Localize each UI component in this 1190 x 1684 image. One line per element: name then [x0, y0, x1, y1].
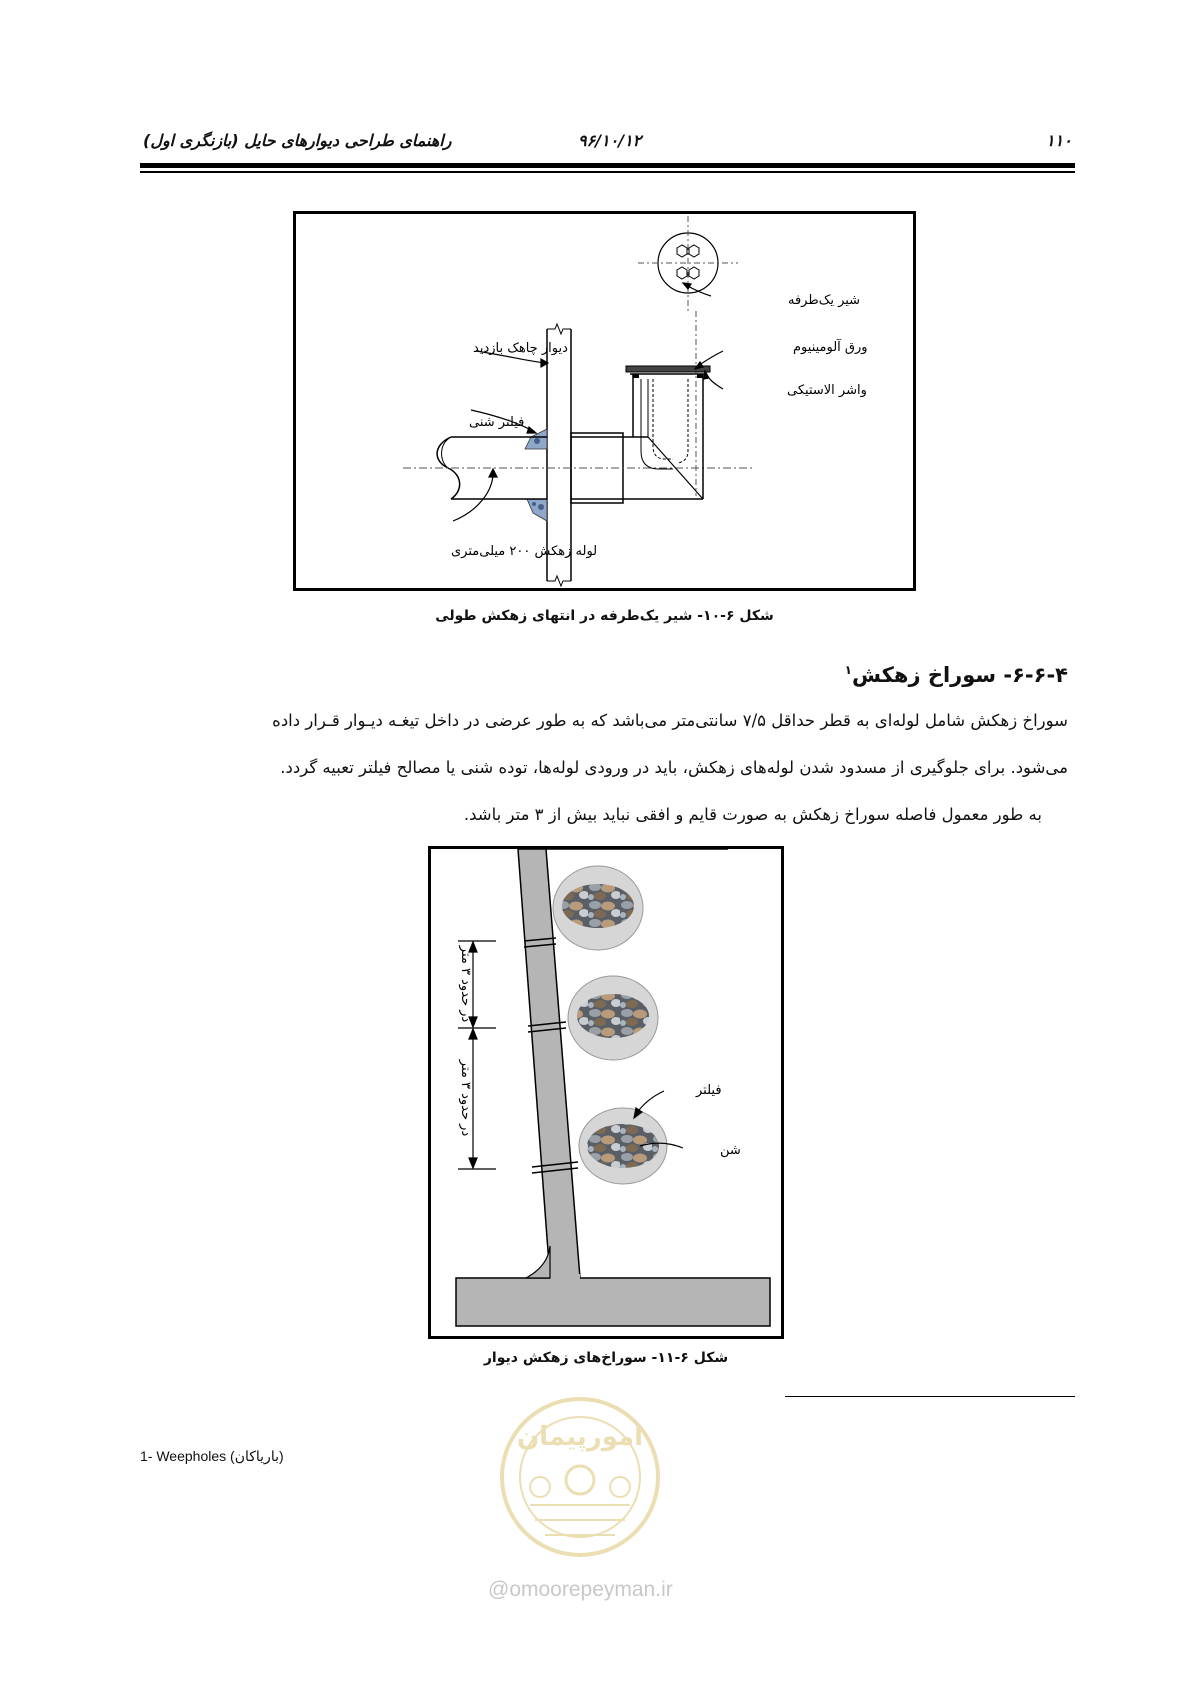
watermark-logo-text: امورپیمان [516, 1422, 644, 1452]
page-number: ۱۱۰ [1046, 131, 1072, 150]
valve-body [623, 366, 710, 499]
figure-10-caption: شکل ۶-۱۰- شیر یک‌طرفه در انتهای زهکش طولی [435, 608, 774, 624]
gravel-filter [525, 429, 547, 521]
label-spacing-upper: در حدود ۳ متر [458, 945, 473, 1023]
header-rule-thin [140, 171, 1075, 173]
figure-10-diagram [293, 211, 916, 591]
label-spacing-lower: در حدود ۳ متر [458, 1059, 473, 1137]
label-rubber-washer: واشر الاستیکی [787, 383, 867, 398]
section-title [845, 663, 1068, 687]
footnote-text: 1- Weepholes (باریاکان) [140, 1448, 284, 1464]
header-rule-thick [140, 163, 1075, 168]
header-title: راهنمای طراحی دیوارهای حایل (بازنگری اول) [143, 131, 452, 150]
watermark-url-text: omoorepeyman.ir [509, 1578, 673, 1601]
footnote-rule [785, 1396, 1075, 1397]
gravel-pack-upper [553, 866, 643, 950]
label-aluminum-sheet: ورق آلومینیوم [793, 340, 868, 355]
watermark-url [488, 1578, 673, 1602]
footnote-marker: ۱ [844, 663, 852, 677]
figure-11-caption: شکل ۶-۱۱- سوراخ‌های زهکش دیوار [483, 1350, 729, 1366]
valve-front-view [638, 216, 738, 311]
label-one-way-valve: شیر یک‌طرفه [788, 293, 861, 308]
label-filter: فیلتر [696, 1083, 722, 1098]
paragraph-line-3: به طور معمول فاصله سوراخ زهکش به صورت قایم و افقی نباید بیش از ۳ متر باشد. [463, 805, 1042, 824]
gravel-pack-middle [568, 976, 658, 1060]
watermark-at-icon: @ [488, 1578, 510, 1601]
drain-pipe [403, 433, 753, 503]
paragraph-line-1: سوراخ زهکش شامل لوله‌ای به قطر حداقل ۷/۵ سانتی‌متر می‌باشد که به طور عرضی در داخل تیغـه دیـوار قـرار داده [272, 711, 1068, 730]
label-gravel-filter: فیلتر شنی [469, 415, 525, 430]
section-title-text: ۶-۶-۴- سوراخ زهکش [851, 663, 1068, 687]
figure-11-diagram [428, 846, 784, 1339]
gravel-pack-lower [579, 1108, 667, 1184]
label-gravel: شن [720, 1143, 741, 1158]
watermark-logo [480, 1395, 680, 1560]
label-drain-pipe: لوله زهکش ۲۰۰ میلی‌متری [451, 544, 598, 559]
label-manhole-wall: دیوار چاهک بازدید [473, 341, 568, 356]
paragraph-line-2: می‌شود. برای جلوگیری از مسدود شدن لوله‌های زهکش، باید در ورودی لوله‌ها، توده شنی یا مصالح فیلتر تعبیه گردد. [280, 758, 1068, 777]
header-date: ۹۶/۱۰/۱۲ [578, 131, 642, 150]
